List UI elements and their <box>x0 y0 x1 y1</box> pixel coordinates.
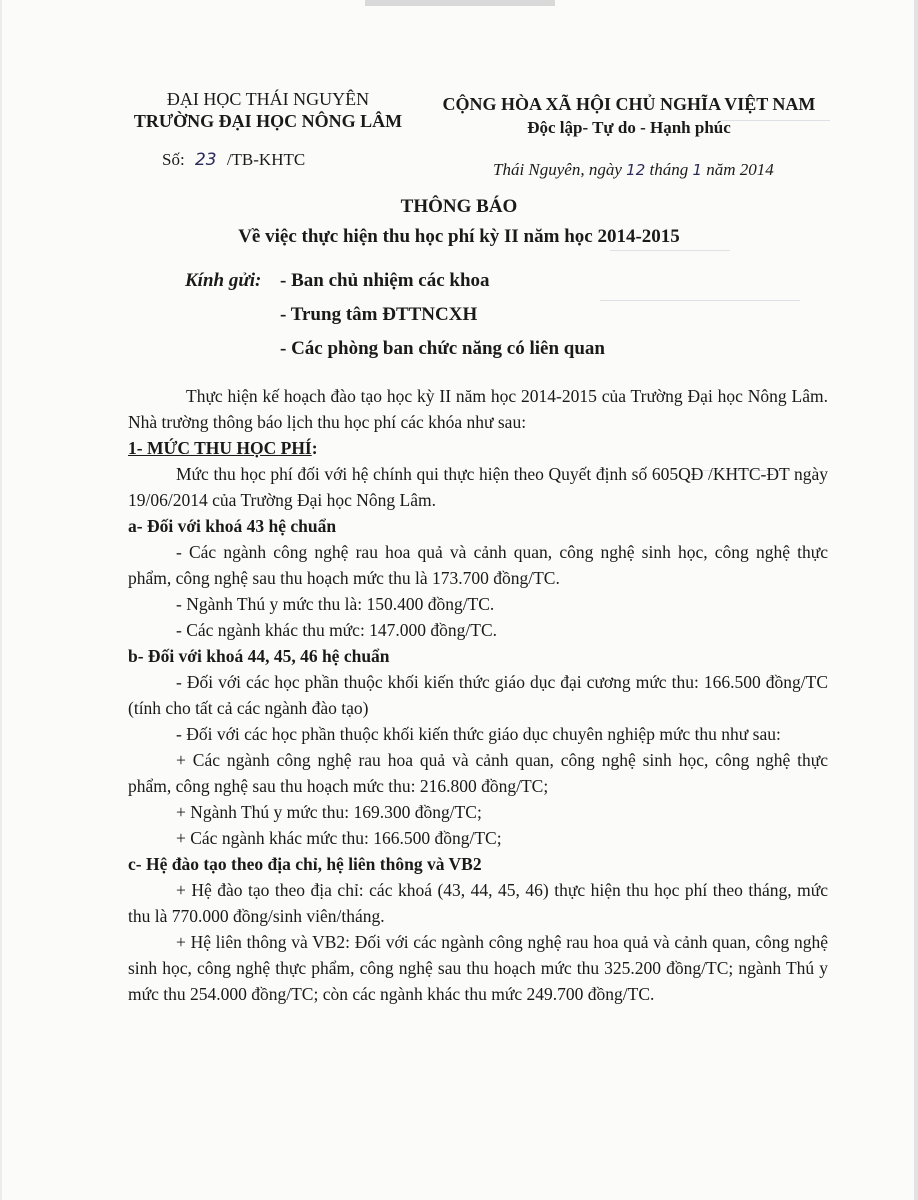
section-a-item: - Các ngành công nghệ rau hoa quả và cảnh quan, công nghệ sinh học, công nghệ thực phẩm, công nghệ sau thu hoạch mức thu là 173.700 đồng/TC. <box>128 542 828 588</box>
so-code: /TB-KHTC <box>226 150 306 169</box>
section-b-item: - Đối với các học phần thuộc khối kiến thức giáo dục đại cương mức thu: 166.500 đồng/TC (tính cho tất cả các ngành đào tạo) <box>128 672 828 718</box>
nation-line-2: Độc lập- Tự do - Hạnh phúc <box>527 118 731 137</box>
document-title: THÔNG BÁO <box>400 196 518 217</box>
org-line-1: ĐẠI HỌC THÁI NGUYÊN <box>166 89 370 109</box>
bleed-through-mark <box>610 250 730 261</box>
section-1-text: Mức thu học phí đối với hệ chính qui thực hiện theo Quyết định số 605QĐ /KHTC-ĐT ngày 19/06/2014 của Trường Đại học Nông Lâm. <box>128 464 828 510</box>
section-a-title: a- Đối với khoá 43 hệ chuẩn <box>128 516 337 536</box>
section-a-item: - Các ngành khác thu mức: 147.000 đồng/TC. <box>176 620 498 640</box>
section-b-item: + Các ngành khác mức thu: 166.500 đồng/TC; <box>176 828 502 848</box>
nation-line-1: CỘNG HÒA XÃ HỘI CHỦ NGHĨA VIỆT NAM <box>442 94 816 114</box>
date-day-handwritten: 12 <box>626 161 646 179</box>
so-number-handwritten: 23 <box>194 150 217 170</box>
org-line-2: TRƯỜNG ĐẠI HỌC NÔNG LÂM <box>133 111 403 131</box>
intro-paragraph: Thực hiện kế hoạch đào tạo học kỳ II năm học 2014-2015 của Trường Đại học Nông Lâm. Nhà trường thông báo lịch thu học phí các khóa như sau: <box>128 386 828 432</box>
scan-edge-right <box>914 0 918 1200</box>
section-b-item: + Các ngành công nghệ rau hoa quả và cảnh quan, công nghệ sinh học, công nghệ thực phẩm, công nghệ sau thu hoạch mức thu: 216.800 đồng/TC; <box>128 750 828 796</box>
bleed-through-mark <box>600 300 800 311</box>
section-b-title: b- Đối với khoá 44, 45, 46 hệ chuẩn <box>128 646 390 666</box>
so-label: Số: <box>162 150 185 169</box>
document-body <box>128 383 828 1007</box>
header-national-motto <box>420 92 838 140</box>
section-a-item: - Ngành Thú y mức thu là: 150.400 đồng/TC. <box>176 594 495 614</box>
section-1-colon: : <box>311 438 318 458</box>
section-b-item: + Ngành Thú y mức thu: 169.300 đồng/TC; <box>176 802 482 822</box>
section-c-item: + Hệ liên thông và VB2: Đối với các ngành công nghệ rau hoa quả và cảnh quan, công nghệ sinh học, công nghệ thực phẩm, công nghệ sau thu hoạch mức thu 325.200 đồng/TC; ngành Thú y mức thu 254.000 đồng/TC; còn các ngành khác thu mức 249.700 đồng/TC. <box>128 932 828 1004</box>
date-month-label: tháng <box>649 160 689 179</box>
section-c-title: c- Hệ đào tạo theo địa chỉ, hệ liên thông và VB2 <box>128 854 482 874</box>
recipient-item: - Các phòng ban chức năng có liên quan <box>280 338 605 359</box>
section-1-title-text: 1- MỨC THU HỌC PHÍ <box>128 438 312 458</box>
scan-edge-left <box>0 0 2 1200</box>
date-prefix: Thái Nguyên, ngày <box>493 160 622 179</box>
section-b-item: - Đối với các học phần thuộc khối kiến thức giáo dục chuyên nghiệp mức thu như sau: <box>176 724 781 744</box>
date-month-handwritten: 1 <box>692 161 703 179</box>
document-date <box>493 160 774 180</box>
date-year: năm 2014 <box>706 160 774 179</box>
recipient-item: - Trung tâm ĐTTNCXH <box>280 304 478 325</box>
document-subtitle: Về việc thực hiện thu học phí kỳ II năm học 2014-2015 <box>238 226 680 247</box>
section-c-item: + Hệ đào tạo theo địa chỉ: các khoá (43, 44, 45, 46) thực hiện thu học phí theo tháng, mức thu là 770.000 đồng/sinh viên/tháng. <box>128 880 828 926</box>
recipient-item: - Ban chủ nhiệm các khoa <box>280 270 490 291</box>
document-number <box>162 150 305 170</box>
recipients-label: Kính gửi: <box>185 270 262 291</box>
section-1-title <box>128 435 828 461</box>
scan-artifact-top <box>365 0 555 6</box>
header-organization <box>118 88 418 132</box>
